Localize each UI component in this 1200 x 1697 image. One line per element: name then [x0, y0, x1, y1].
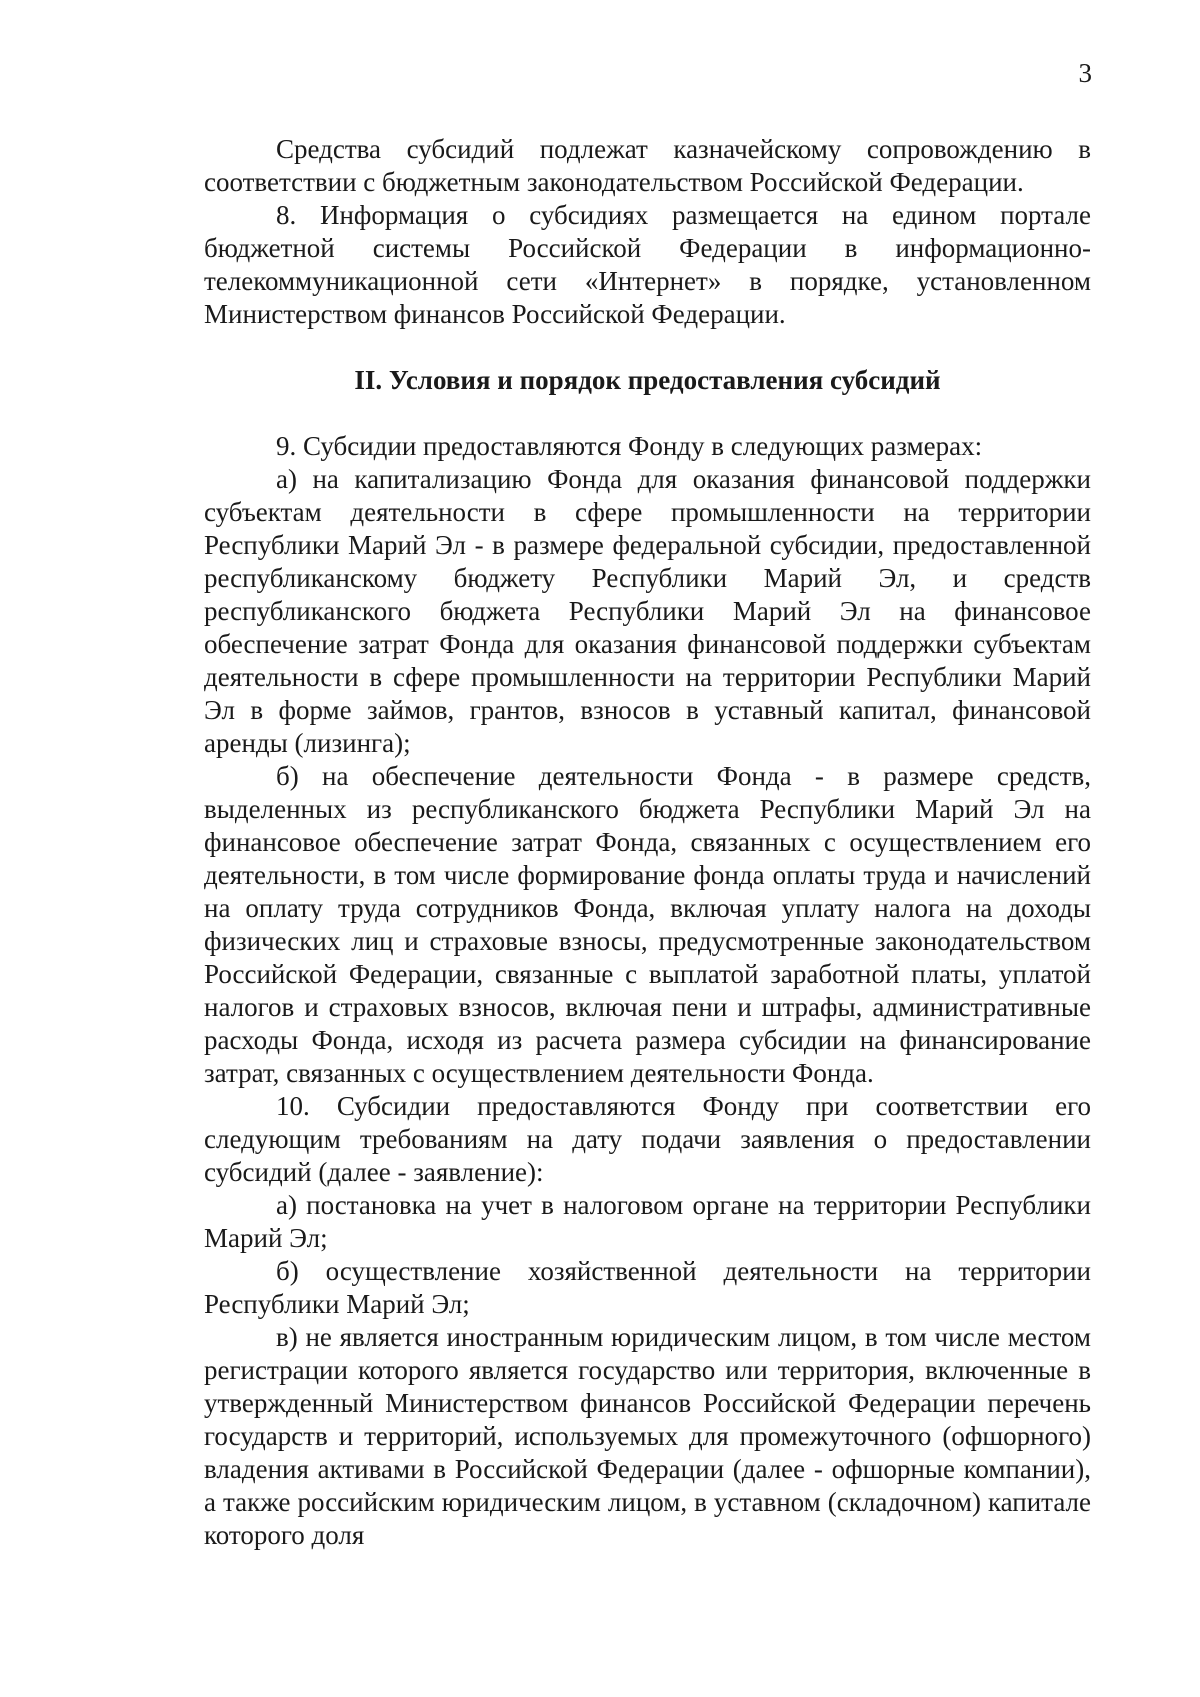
- page-number: 3: [1078, 58, 1092, 88]
- paragraph-9-amounts: 9. Субсидии предоставляются Фонду в следующих размерах:: [276, 431, 983, 461]
- paragraph-9a-capitalization: а) на капитализацию Фонда для оказания финансовой поддержки субъектам деятельности в сфере промышленности на территории Республики Марий Эл - в размере федеральной субсидии, предоставленной республиканскому бюджету Республики Марий Эл, и средств республиканского бюджета Республики Марий Эл на финансовое обеспечение затрат Фонда для оказания финансовой поддержки субъектам деятельности в сфере промышленности на территории Республики Марий Эл в форме займов, грантов, взносов в уставный капитал, финансовой аренды (лизинга);: [204, 464, 1091, 758]
- section-heading: II. Условия и порядок предоставления субсидий: [354, 365, 941, 395]
- paragraph-10a-tax-registration: а) постановка на учет в налоговом органе на территории Республики Марий Эл;: [204, 1190, 1091, 1253]
- paragraph-10-requirements: 10. Субсидии предоставляются Фонду при соответствии его следующим требованиям на дату подачи заявления о предоставлении субсидий (далее - заявление):: [204, 1091, 1091, 1187]
- paragraph-treasury-support: Средства субсидий подлежат казначейскому сопровождению в соответствии с бюджетным законодательством Российской Федерации.: [204, 134, 1091, 197]
- paragraph-9b-operations: б) на обеспечение деятельности Фонда - в размере средств, выделенных из республиканского бюджета Республики Марий Эл на финансовое обеспечение затрат Фонда, связанных с осуществлением его деятельности, в том числе формирование фонда оплаты труда и начислений на оплату труда сотрудников Фонда, включая уплату налога на доходы физических лиц и страховые взносы, предусмотренные законодательством Российской Федерации, связанные с выплатой заработной платы, уплатой налогов и страховых взносов, включая пени и штрафы, административные расходы Фонда, исходя из расчета размера субсидии на финансирование затрат, связанных с осуществлением деятельности Фонда.: [204, 761, 1091, 1088]
- paragraph-8-information: 8. Информация о субсидиях размещается на едином портале бюджетной системы Российской Федерации в информационно-телекоммуникационной сети «Интернет» в порядке, установленном Министерством финансов Российской Федерации.: [204, 200, 1091, 329]
- document-body: [204, 133, 1091, 1552]
- paragraph-10c-foreign-entity: в) не является иностранным юридическим лицом, в том числе местом регистрации которого является государство или территория, включенные в утвержденный Министерством финансов Российской Федерации перечень государств и территорий, используемых для промежуточного (офшорного) владения активами в Российской Федерации (далее - офшорные компании), а также российским юридическим лицом, в уставном (складочном) капитале которого доля: [204, 1322, 1091, 1550]
- paragraph-10b-economic-activity: б) осуществление хозяйственной деятельности на территории Республики Марий Эл;: [204, 1256, 1091, 1319]
